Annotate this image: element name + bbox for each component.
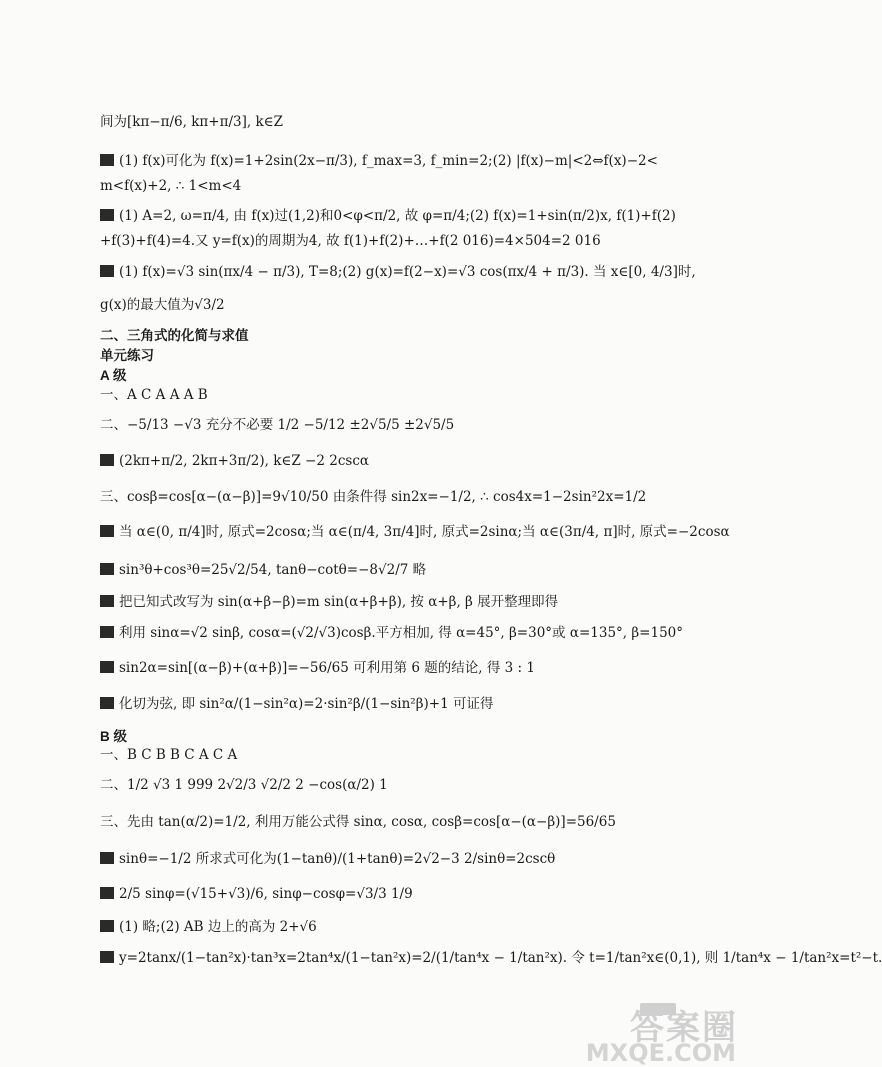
text-line: [100, 206, 676, 226]
text-line: [100, 658, 535, 678]
line-text: g(x)的最大值为√3/2: [100, 297, 225, 313]
line-text: m<f(x)+2, ∴ 1<m<4: [100, 178, 242, 194]
line-text: 二、−5/13 −√3 充分不必要 1/2 −5/12 ±2√5/5 ±2√5/5: [100, 417, 455, 433]
text-line: [100, 522, 730, 542]
text-line: [100, 112, 283, 132]
text-line: [100, 745, 237, 765]
watermark-logo: 答案圈: [630, 1008, 738, 1048]
watermark-url: MXQE.COM: [585, 1039, 736, 1067]
line-text: A 级: [100, 368, 127, 383]
line-text: 三、先由 tan(α/2)=1/2, 利用万能公式得 sinα, cosα, cosβ=cos[α−(α−β)]=56/65: [100, 814, 616, 830]
item-number-mark: [100, 697, 114, 709]
item-number-mark: [100, 265, 114, 277]
item-number-mark: [100, 154, 114, 166]
item-number-mark: [100, 920, 114, 932]
text-line: [100, 948, 882, 968]
text-line: [100, 917, 317, 937]
line-text: 化切为弦, 即 sin²α/(1−sin²α)=2·sin²β/(1−sin²β)+1 可证得: [119, 696, 494, 712]
item-number-mark: [100, 454, 114, 466]
text-line: [100, 884, 413, 904]
text-line: [100, 346, 154, 366]
text-line: [100, 560, 426, 580]
line-text: 二、1/2 √3 1 999 2√2/3 √2/2 2 −cos(α/2) 1: [100, 777, 388, 793]
text-line: [100, 487, 646, 507]
text-line: [100, 812, 616, 832]
line-text: 单元练习: [100, 348, 154, 363]
line-text: 2/5 sinφ=(√15+√3)/6, sinφ−cosφ=√3/3 1/9: [119, 886, 413, 902]
line-text: (1) A=2, ω=π/4, 由 f(x)过(1,2)和0<φ<π/2, 故 φ=π/4;(2) f(x)=1+sin(π/2)x, f(1)+f(2): [119, 208, 676, 224]
line-text: 把已知式改写为 sin(α+β−β)=m sin(α+β+β), 按 α+β, β 展开整理即得: [119, 594, 559, 610]
item-number-mark: [100, 563, 114, 575]
item-number-mark: [100, 525, 114, 537]
text-line: [100, 623, 683, 643]
text-line: [100, 775, 388, 795]
line-text: (1) 略;(2) AB 边上的高为 2+√6: [119, 919, 317, 935]
line-text: B 级: [100, 729, 127, 744]
text-line: [100, 176, 241, 196]
item-number-mark: [100, 595, 114, 607]
text-line: [100, 262, 696, 282]
item-number-mark: [100, 626, 114, 638]
line-text: sin2α=sin[(α−β)+(α+β)]=−56/65 可利用第 6 题的结论, 得 3 : 1: [119, 660, 535, 676]
item-number-mark: [100, 852, 114, 864]
line-text: (1) f(x)=√3 sin(πx/4 − π/3), T=8;(2) g(x)=f(2−x)=√3 cos(πx/4 + π/3). 当 x∈[0, 4/3]时,: [119, 264, 696, 280]
text-line: [100, 295, 225, 315]
item-number-mark: [100, 887, 114, 899]
line-text: y=2tanx/(1−tan²x)·tan³x=2tan⁴x/(1−tan²x)=2/(1/tan⁴x − 1/tan²x). 令 t=1/tan²x∈(0,1), 则 1/tan⁴x − 1/tan²x=t²−t.: [119, 950, 882, 966]
line-text: 间为[kπ−π/6, kπ+π/3], k∈Z: [100, 114, 284, 130]
text-line: [100, 385, 208, 405]
item-number-mark: [100, 661, 114, 673]
text-line: [100, 451, 369, 471]
line-text: (1) f(x)可化为 f(x)=1+2sin(2x−π/3), f_max=3, f_min=2;(2) |f(x)−m|<2⇔f(x)−2<: [119, 153, 658, 169]
item-number-mark: [100, 951, 114, 963]
line-text: 一、B C B B C A C A: [100, 747, 238, 763]
text-line: [100, 151, 658, 171]
line-text: 一、A C A A A B: [100, 387, 208, 403]
text-line: [100, 231, 601, 251]
line-text: 三、cosβ=cos[α−(α−β)]=9√10/50 由条件得 sin2x=−1/2, ∴ cos4x=1−2sin²2x=1/2: [100, 489, 647, 505]
text-line: [100, 326, 249, 346]
line-text: sin³θ+cos³θ=25√2/54, tanθ−cotθ=−8√2/7 略: [119, 562, 427, 578]
line-text: (2kπ+π/2, 2kπ+3π/2), k∈Z −2 2cscα: [119, 453, 370, 469]
line-text: sinθ=−1/2 所求式可化为(1−tanθ)/(1+tanθ)=2√2−3 2/sinθ=2cscθ: [119, 851, 556, 867]
text-line: [100, 727, 127, 747]
text-line: [100, 415, 454, 435]
line-text: 利用 sinα=√2 sinβ, cosα=(√2/√3)cosβ.平方相加, 得 α=45°, β=30°或 α=135°, β=150°: [119, 625, 684, 641]
line-text: 当 α∈(0, π/4]时, 原式=2cosα;当 α∈(π/4, 3π/4]时, 原式=2sinα;当 α∈(3π/4, π]时, 原式=−2cosα: [119, 524, 730, 540]
item-number-mark: [100, 209, 114, 221]
text-line: [100, 849, 555, 869]
text-line: [100, 366, 127, 386]
line-text: +f(3)+f(4)=4.又 y=f(x)的周期为4, 故 f(1)+f(2)+…+f(2 016)=4×504=2 016: [100, 233, 601, 249]
line-text: 二、三角式的化简与求值: [100, 328, 249, 343]
text-line: [100, 694, 493, 714]
text-line: [100, 592, 558, 612]
